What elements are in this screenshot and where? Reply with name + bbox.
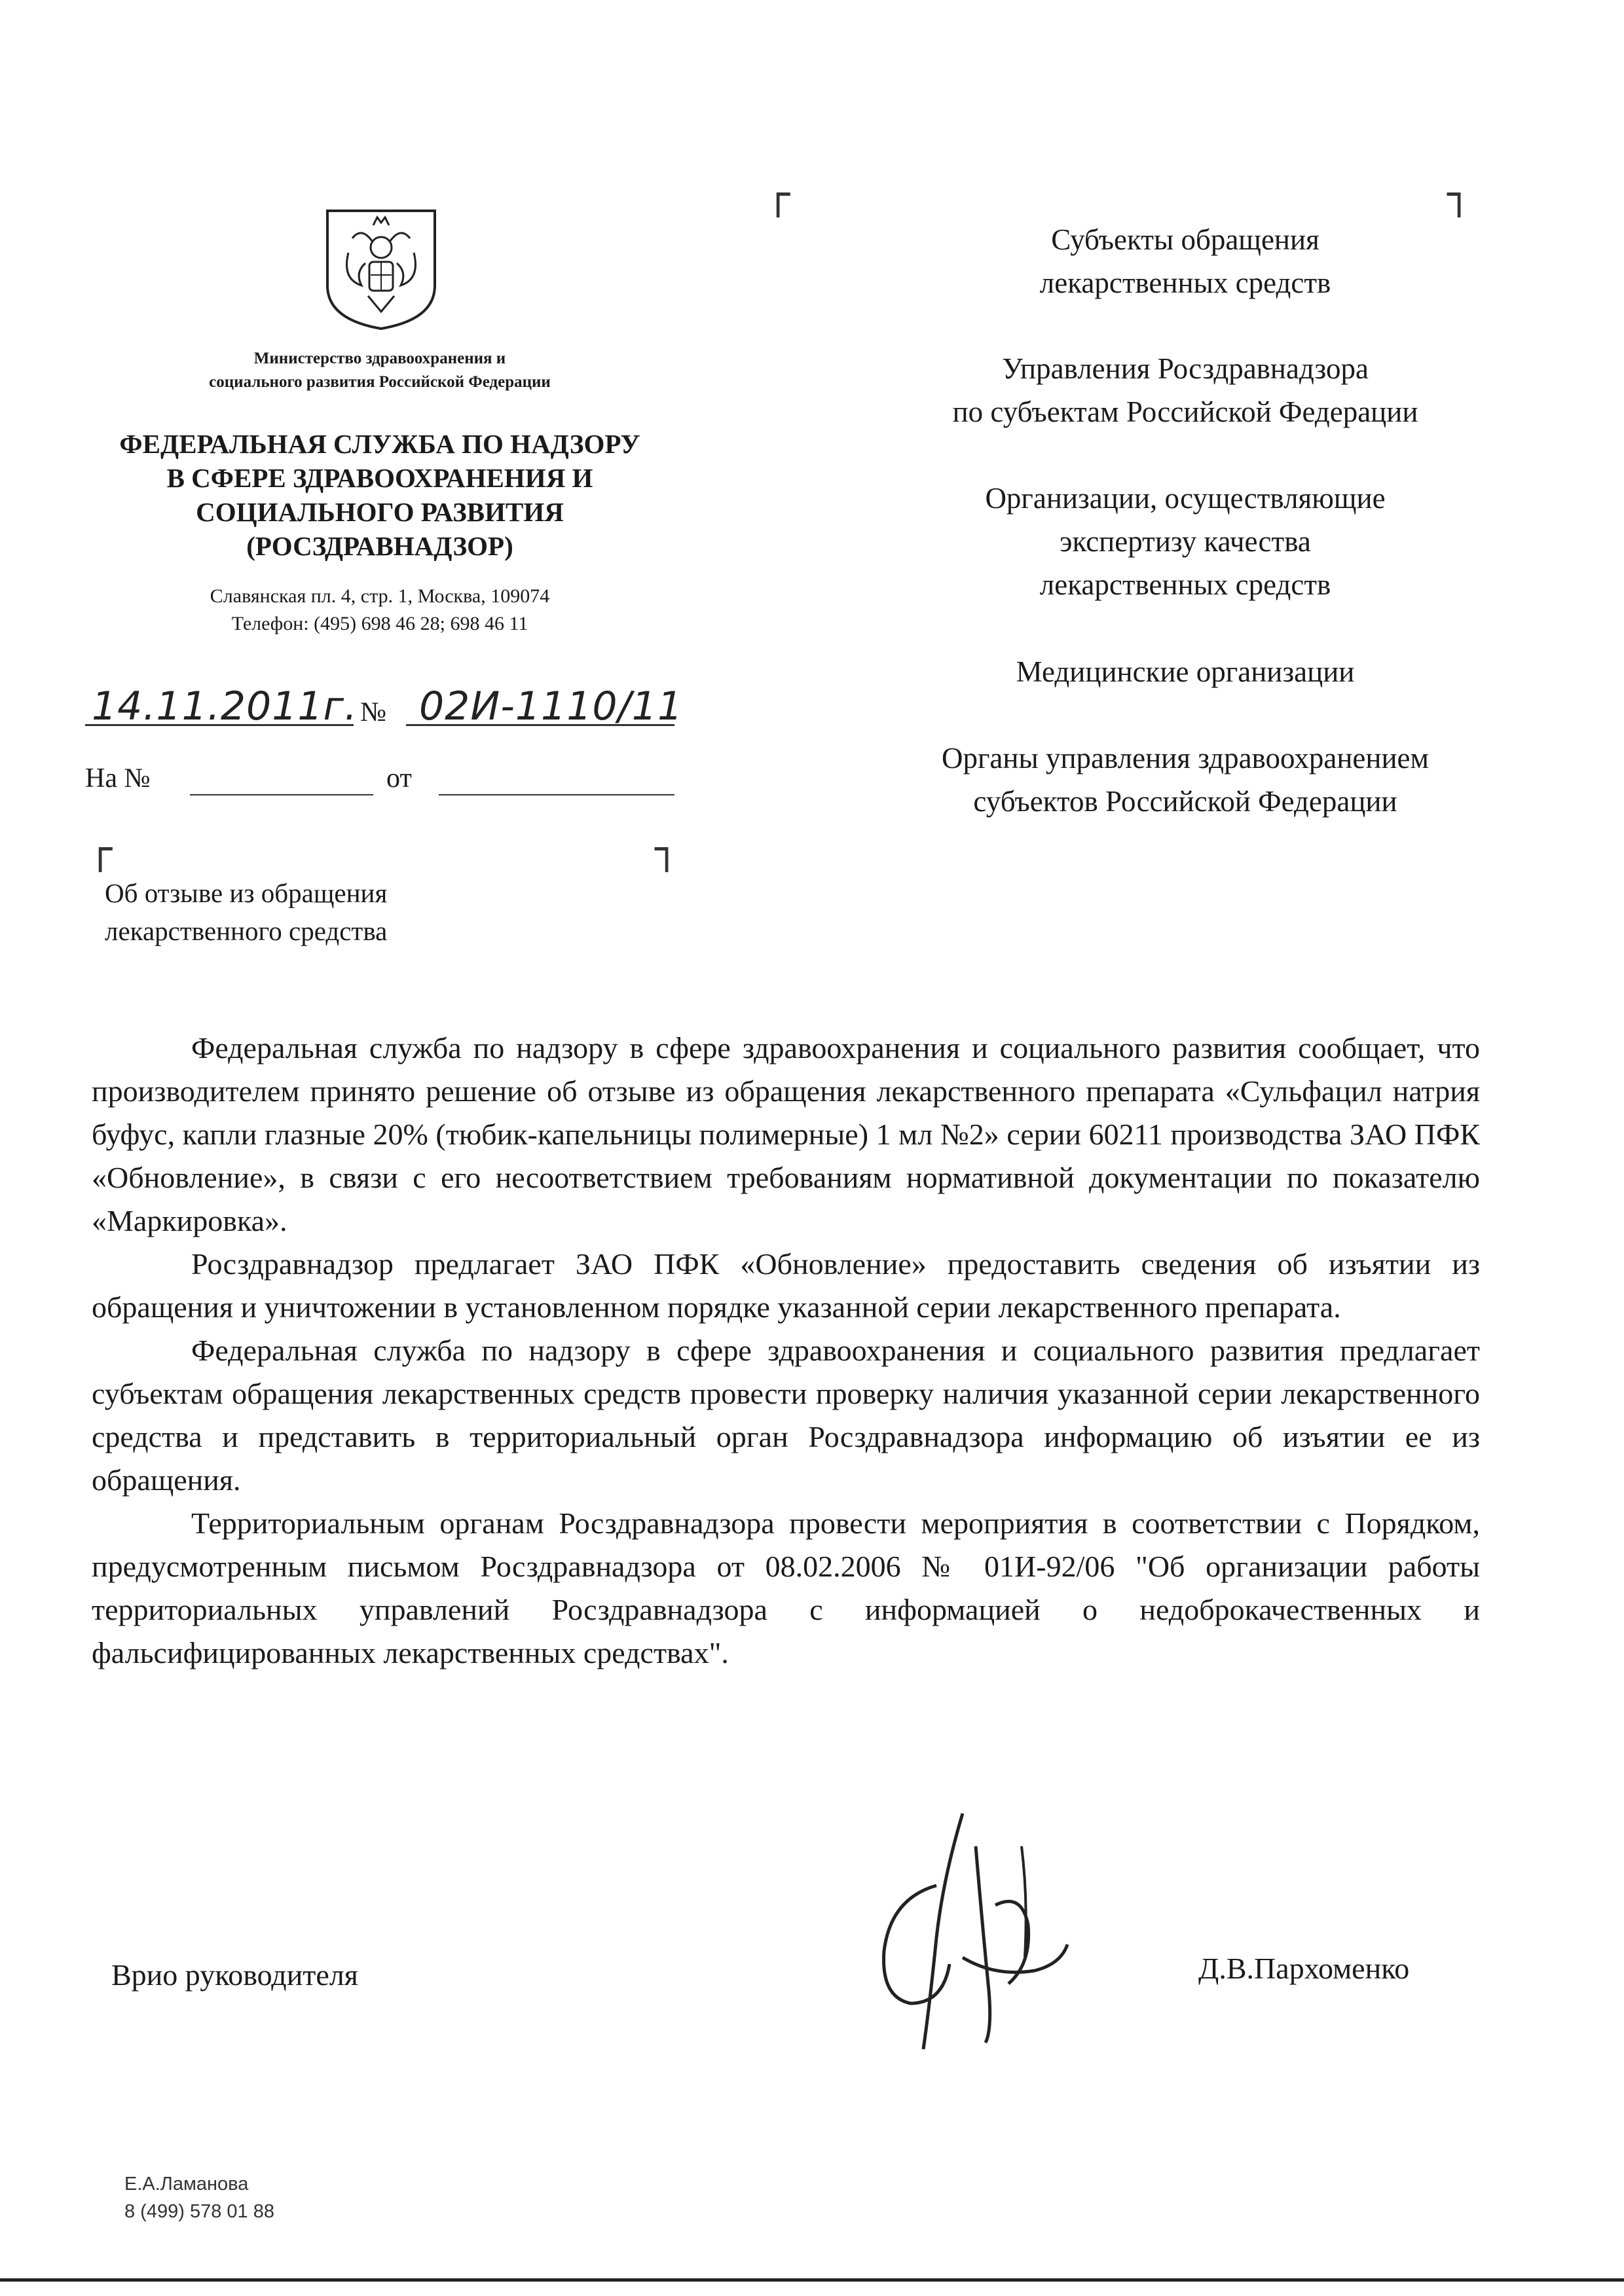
registration-line <box>85 683 684 733</box>
addressee-2-line-2: по субъектам Российской Федерации <box>952 395 1418 428</box>
sender-address: Славянская пл. 4, стр. 1, Москва, 109074 <box>210 585 550 607</box>
reference-line <box>85 763 674 802</box>
subject-line-1: Об отзыве из обращения <box>105 878 388 908</box>
agency-line-2: В СФЕРЕ ЗДРАВООХРАНЕНИЯ И <box>166 463 593 493</box>
ministry-name <box>118 347 642 394</box>
signer-title: Врио руководителя <box>111 1958 358 1992</box>
ref-number-label: На № <box>85 763 151 793</box>
addressee-4 <box>838 650 1532 693</box>
addressee-3-line-1: Организации, осуществляющие <box>985 482 1386 515</box>
addressee-bracket-right-icon: ┐ <box>1447 172 1471 217</box>
body-paragraph-2: Росздравнадзор предлагает ЗАО ПФК «Обновление» предоставить сведения об изъятии из обращения и уничтожении в установленном порядке указанной серии лекарственного препарата. <box>92 1247 1480 1324</box>
subject-line-2: лекарственного средства <box>105 916 388 946</box>
addressee-2 <box>838 347 1532 433</box>
number-underline <box>406 724 674 726</box>
executor-name: Е.А.Ламанова <box>124 2174 249 2195</box>
russian-coat-of-arms-icon <box>322 207 440 331</box>
registration-date: 14.11.2011г. <box>92 683 358 729</box>
ministry-line-2: социального развития Российской Федерации <box>209 373 551 391</box>
subject-bracket-left-icon: ┌ <box>88 826 113 872</box>
agency-line-3: СОЦИАЛЬНОГО РАЗВИТИЯ <box>196 497 564 527</box>
executor-phone: 8 (499) 578 01 88 <box>124 2201 274 2222</box>
agency-line-1: ФЕДЕРАЛЬНАЯ СЛУЖБА ПО НАДЗОРУ <box>119 429 640 459</box>
agency-line-4: (РОСЗДРАВНАДЗОР) <box>246 531 513 561</box>
sender-phone: Телефон: (495) 698 46 28; 698 46 11 <box>231 613 528 634</box>
ministry-line-1: Министерство здравоохранения и <box>253 350 506 367</box>
addressee-5 <box>838 737 1532 823</box>
letter-subject <box>105 874 563 950</box>
addressee-3-line-2: экспертизу качества <box>1060 525 1311 558</box>
addressee-1 <box>838 218 1532 304</box>
agency-name <box>72 427 688 563</box>
addressee-5-line-2: субъектов Российской Федерации <box>973 785 1397 818</box>
sender-address-block <box>118 583 642 638</box>
body-paragraph-1: Федеральная служба по надзору в сфере здравоохранения и социального развития сообщает, что производителем принято решение об отзыве из обращения лекарственного препарата «Сульфацил натрия буфус, капли глазные 20% (тюбик-капельницы полимерные) 1 мл №2» серии 60211 производства ЗАО ПФК «Обновление», в связи с его несоответствием требованиям нормативной документации по показателю «Маркировка». <box>92 1031 1480 1237</box>
addressee-2-line-1: Управления Росздравнадзора <box>1002 352 1369 385</box>
subject-bracket-right-icon: ┐ <box>655 826 679 872</box>
letter-body <box>92 1027 1480 1675</box>
handwritten-signature-icon <box>864 1807 1074 2056</box>
date-underline <box>85 724 354 726</box>
addressee-1-line-2: лекарственных средств <box>1039 266 1331 299</box>
executor-block <box>124 2170 274 2225</box>
registration-number: 02И-1110/11 <box>419 683 684 729</box>
addressee-3-line-3: лекарственных средств <box>1039 568 1331 601</box>
number-label: № <box>360 697 387 727</box>
addressee-bracket-left-icon: ┌ <box>766 172 790 217</box>
body-paragraph-4: Территориальным органам Росздравнадзора провести мероприятия в соответствии с Порядком, предусмотренным письмом Росздравнадзора от 08.02.2006 № 01И-92/06 "Об организации работы территориальных управлений Росздравнадзора с информацией о недоброкачественных и фальсифицированных лекарственных средствах". <box>92 1506 1480 1669</box>
ref-from-label: от <box>386 763 412 793</box>
ref-date-underline <box>439 794 674 795</box>
addressee-4-line-1: Медицинские организации <box>1016 655 1355 688</box>
body-paragraph-3: Федеральная служба по надзору в сфере здравоохранения и социального развития предлагает субъектам обращения лекарственных средств провести проверку наличия указанной серии лекарственного средства и представить в территориальный орган Росздравнадзора информацию об изъятии ее из обращения. <box>92 1334 1480 1497</box>
bottom-rule <box>0 2278 1624 2282</box>
ref-number-underline <box>190 794 373 795</box>
signer-name: Д.В.Пархоменко <box>1198 1952 1410 1985</box>
addressee-1-line-1: Субъекты обращения <box>1051 223 1320 256</box>
addressee-5-line-1: Органы управления здравоохранением <box>941 742 1430 774</box>
addressee-3 <box>838 477 1532 606</box>
